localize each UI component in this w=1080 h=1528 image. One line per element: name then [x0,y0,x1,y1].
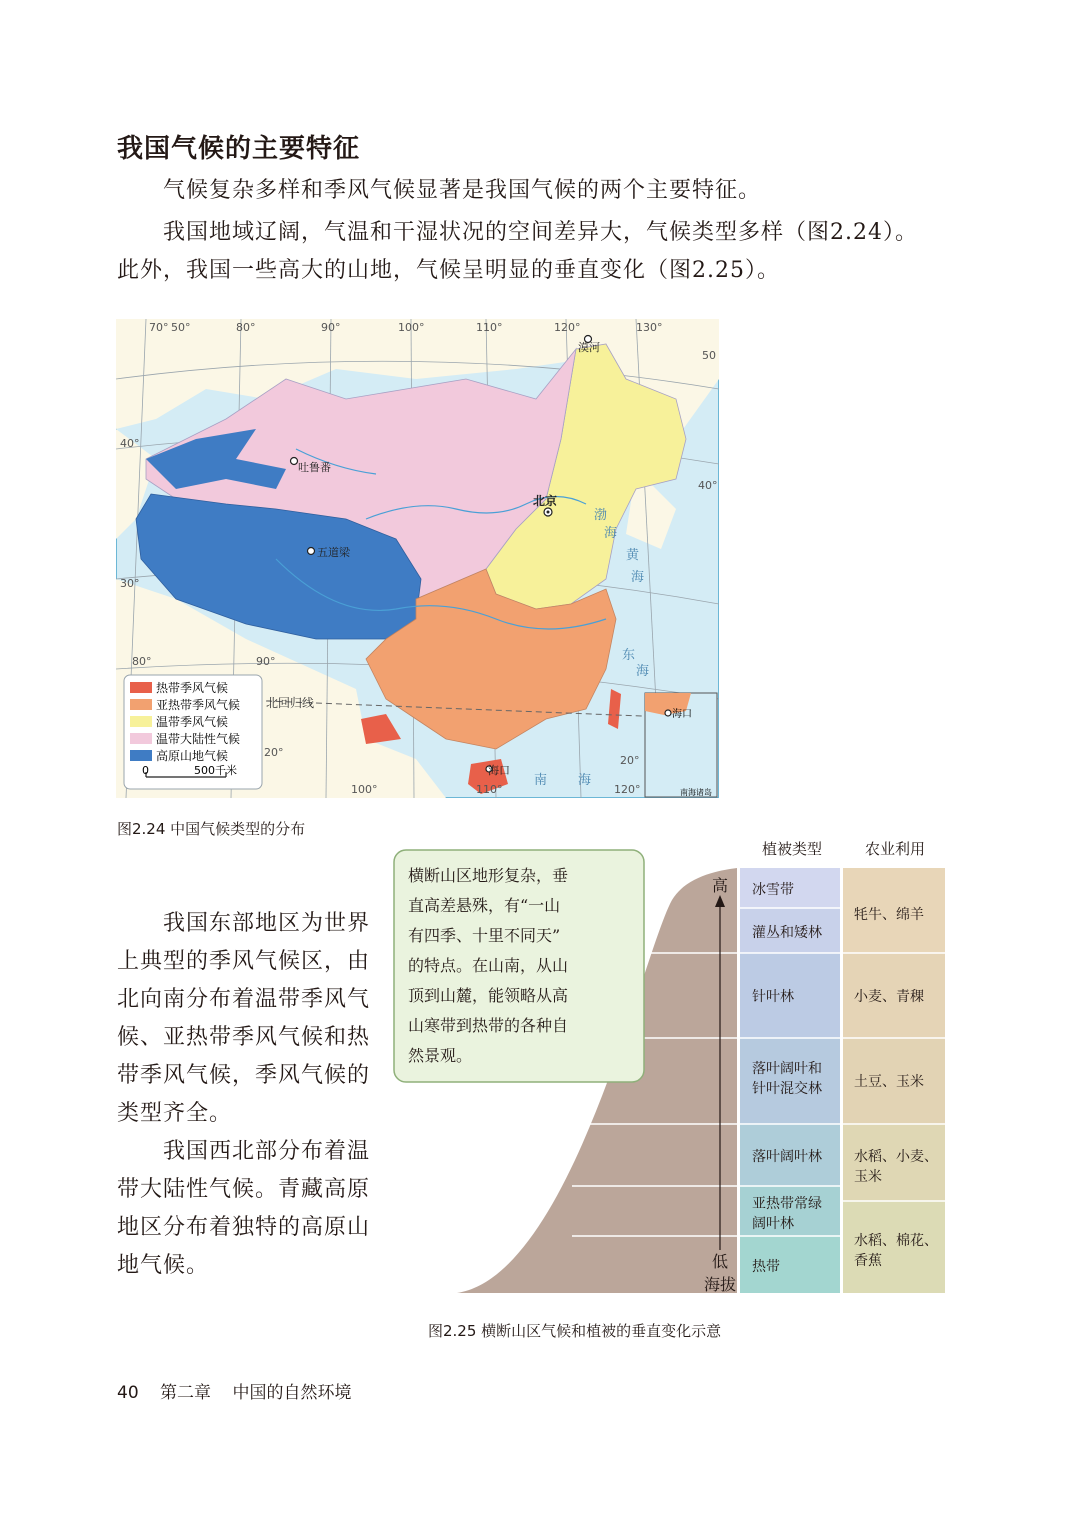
lon-label: 90° [321,321,341,334]
climate-map [116,319,719,798]
lat-label: 20° [264,746,284,759]
page-number: 40 [117,1383,139,1403]
paragraph-1: 气候复杂多样和季风气候显著是我国气候的两个主要特征。 [163,178,762,203]
veg-label: 落叶阔叶林 [752,1149,822,1165]
chapter-title: 中国的自然环境 [232,1383,352,1403]
callout-line: 有四季、十里不同天” [408,926,561,945]
page-footer [117,1378,367,1403]
city-label-mohe: 漠河 [578,341,600,354]
south-china-sea-inset [645,693,717,797]
city-marker [291,458,298,465]
legend-label: 温带大陆性气候 [156,732,241,746]
lon-label: 80° [236,321,256,334]
legend-label: 热带季风气候 [156,681,229,695]
veg-label: 热带 [752,1259,780,1275]
lat-label: 30° [120,577,140,590]
legend-swatch-subtropical [130,699,152,710]
city-label-turpan: 吐鲁番 [298,461,331,474]
agri-label: 土豆、玉米 [854,1074,924,1090]
header-vegetation: 植被类型 [762,840,823,858]
header-agriculture: 农业利用 [865,840,926,858]
veg-label: 落叶阔叶和 [752,1061,822,1077]
axis-low: 低 [712,1252,729,1271]
agri-label: 水稻、棉花、 [854,1233,938,1249]
callout-line: 直高差悬殊，有“一山 [408,896,561,915]
lat-label: 80° [132,655,152,668]
agri-label: 水稻、小麦、 [854,1149,938,1165]
callout-line: 横断山区地形复杂，垂 [408,866,569,885]
lat-label: 40° [698,479,718,492]
legend-label: 温带季风气候 [156,715,229,729]
veg-label: 针叶林 [752,989,794,1005]
sea-label: 海 [578,773,592,788]
section-title: 我国气候的主要特征 [117,134,361,164]
paragraph-2-line-1: 我国地域辽阔，气温和干湿状况的空间差异大，气候类型多样（图2.24）。 [163,220,918,245]
legend-swatch-temperate-continental [130,733,152,744]
lon-label: 110° [476,783,503,796]
lon-label: 100° [398,321,425,334]
scale-distance: 500千米 [194,764,237,777]
sea-label: 南 [534,773,548,788]
veg-label: 灌丛和矮林 [752,925,822,941]
paragraph-2-line-2: 此外，我国一些高大的山地，气候呈明显的垂直变化（图2.25）。 [117,258,780,283]
callout-line: 山寒带到热带的各种自 [408,1016,569,1035]
veg-label: 阔叶林 [752,1216,794,1232]
callout-line: 的特点。在山南，从山 [408,956,569,975]
axis-name: 海拔 [704,1275,737,1294]
tropic-label: 北回归线 [266,696,315,710]
agri-label: 玉米 [854,1169,882,1185]
sea-label: 海 [631,570,645,585]
figure-caption-2-25: 图2.25 横断山区气候和植被的垂直变化示意 [428,1322,722,1340]
callout-line: 然景观。 [408,1046,473,1065]
agri-label: 牦牛、绵羊 [854,907,924,923]
veg-label: 针叶混交林 [752,1081,822,1097]
legend-swatch-plateau [130,750,152,761]
axis-high: 高 [712,876,729,895]
agri-label: 小麦、青稞 [854,989,924,1005]
lat-label: 50 [702,349,716,362]
chapter-label: 第二章 [160,1383,212,1403]
map-caption: 图2.24 中国气候类型的分布 [117,820,306,838]
city-marker [308,548,315,555]
callout-line: 顶到山麓，能领略从高 [408,986,569,1005]
lat-label: 20° [620,754,640,767]
lon-label: 120° [614,783,641,796]
side-text [117,905,377,1285]
lat-label: 90° [256,655,276,668]
lon-label: 70° [149,321,169,334]
legend-swatch-temperate-monsoon [130,716,152,727]
sea-label: 东 [622,648,636,663]
lon-label: 50° [171,321,191,334]
side-paragraph-2: 我国西北部分布着温带大陆性气候。青藏高原地区分布着独特的高原山地气候。 [117,1139,371,1278]
sea-label: 海 [636,664,650,679]
side-paragraph-1: 我国东部地区为世界上典型的季风气候区，由北向南分布着温带季风气候、亚热带季风气候和热带季风气候，季风气候的类型齐全。 [117,911,371,1126]
agri-label: 香蕉 [854,1253,882,1269]
sea-label: 渤 [594,508,608,523]
lat-label: 40° [120,437,140,450]
lon-label: 110° [476,321,503,334]
capital-marker-dot [547,511,550,514]
legend-label: 亚热带季风气候 [156,698,241,712]
vertical-zonation-figure [392,835,952,1300]
veg-label: 冰雪带 [752,882,794,898]
city-label-beijing: 北京 [533,494,558,508]
scale-zero: 0 [142,764,149,777]
legend-label: 高原山地气候 [156,749,229,763]
lon-label: 120° [554,321,581,334]
city-label-haikou: 海口 [488,764,510,777]
map-legend [124,675,262,789]
inset-label: 南海诸岛 [680,788,712,797]
veg-label: 亚热带常绿 [752,1196,822,1212]
city-label-wudaoliang: 五道梁 [317,546,350,559]
sea-label: 海 [604,526,618,541]
inset-city-haikou: 海口 [672,709,692,720]
legend-swatch-tropical [130,682,152,693]
lon-label: 130° [636,321,663,334]
lon-label: 100° [351,783,378,796]
sea-label: 黄 [626,548,640,563]
